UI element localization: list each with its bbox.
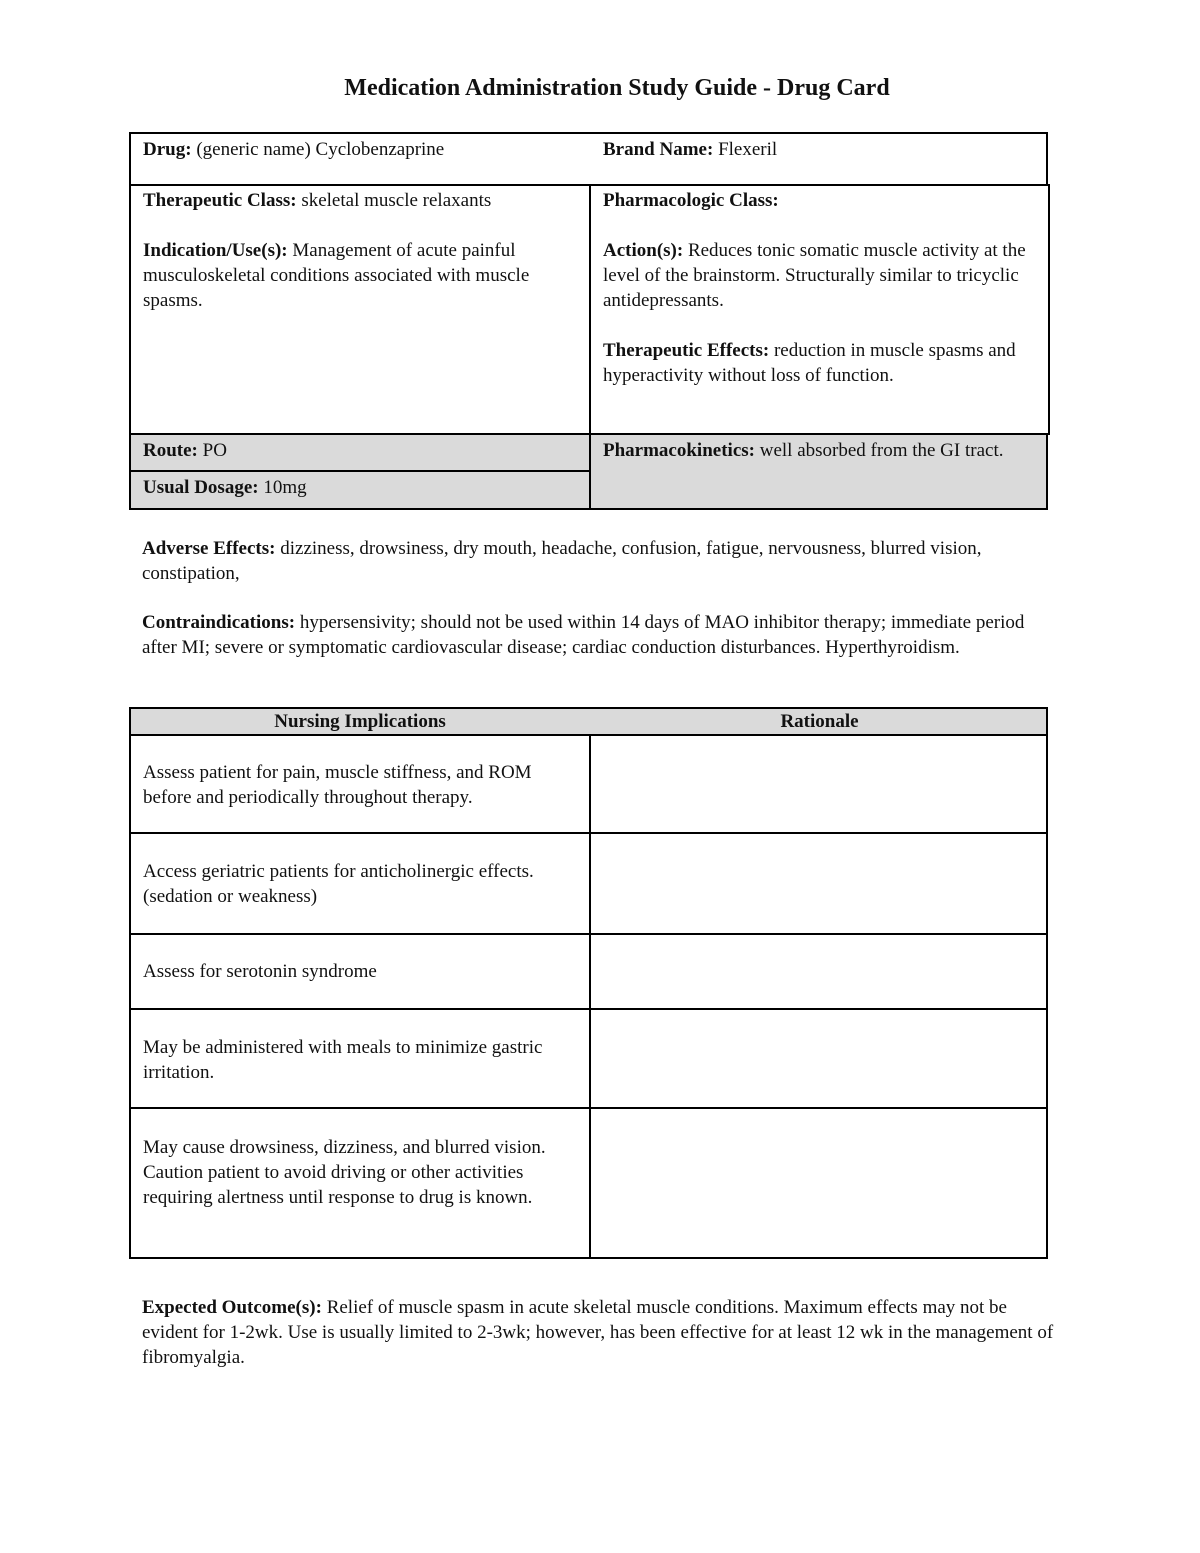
drug-field (131, 137, 591, 162)
pharmacologic-class-label: Pharmacologic Class: (603, 190, 779, 211)
drug-value: (generic name) Cyclobenzaprine (196, 139, 445, 160)
pharmacologic-class (603, 188, 1038, 213)
therapeutic-effects (603, 338, 1038, 388)
therapeutic-class-label: Therapeutic Class: (143, 190, 297, 211)
implication-cell: Assess patient for pain, muscle stiffness, and ROM before and periodically throughout therapy. (143, 762, 532, 808)
rationale-cell (591, 736, 1046, 832)
drug-name-box (129, 132, 1048, 186)
brand-label: Brand Name: (603, 139, 714, 160)
rationale-cell (591, 935, 1046, 1008)
therapeutic-effects-label: Therapeutic Effects: (603, 340, 770, 361)
pharmacokinetics-field (591, 438, 1046, 463)
header-rationale: Rationale (780, 711, 859, 732)
left-column (131, 188, 589, 313)
expected-outcomes-label: Expected Outcome(s): (142, 1297, 322, 1318)
dosage-label: Usual Dosage: (143, 477, 259, 498)
route-dosage-box (129, 433, 1048, 510)
dosage-field (131, 475, 589, 500)
page-title: Medication Administration Study Guide - Drug Card (344, 75, 890, 101)
adverse-effects (142, 536, 1062, 586)
table-row (131, 1010, 1046, 1109)
nursing-table (129, 707, 1048, 1259)
table-row (131, 736, 1046, 834)
action-value: Reduces tonic somatic muscle activity at the level of the brainstorm. Structurally similar to tricyclic antidepressants. (603, 240, 1026, 311)
pharmacokinetics-label: Pharmacokinetics: (603, 440, 755, 461)
brand-value: Flexeril (718, 139, 778, 160)
route-label: Route: (143, 440, 198, 461)
dosage-value: 10mg (263, 477, 307, 498)
implication-cell: Access geriatric patients for anticholinergic effects. (sedation or weakness) (143, 861, 534, 907)
therapeutic-effects-value: reduction in muscle spasms and hyperactivity without loss of function. (603, 340, 1016, 386)
table-row (131, 1109, 1046, 1257)
action (603, 238, 1038, 313)
table-row (131, 935, 1046, 1010)
adverse-effects-label: Adverse Effects: (142, 538, 276, 559)
rationale-cell (591, 834, 1046, 933)
expected-outcomes (142, 1295, 1057, 1370)
drug-label: Drug: (143, 139, 192, 160)
table-header (131, 709, 1046, 736)
table-row (131, 834, 1046, 935)
therapeutic-class (143, 188, 577, 213)
rationale-cell (591, 1010, 1046, 1107)
class-action-box (129, 184, 1050, 435)
brand-field (591, 137, 1046, 162)
indication (143, 238, 577, 313)
contraindications-value: hypersensivity; should not be used within 14 days of MAO inhibitor therapy; immediate period after MI; severe or symptomatic cardiovascular disease; cardiac conduction disturbances. Hyperthyroidism. (142, 612, 1025, 658)
contraindications (142, 610, 1062, 660)
contraindications-label: Contraindications: (142, 612, 296, 633)
rationale-cell (591, 1109, 1046, 1257)
route-field (131, 438, 589, 463)
action-label: Action(s): (603, 240, 684, 261)
header-nursing-implications: Nursing Implications (274, 711, 446, 732)
expected-outcomes-value: Relief of muscle spasm in acute skeletal muscle conditions. Maximum effects may not be evident for 1-2wk. Use is usually limited to 2-3wk; however, has been effective for at least 12 wk in the management of fibromyalgia. (142, 1297, 1054, 1368)
adverse-effects-value: dizziness, drowsiness, dry mouth, headache, confusion, fatigue, nervousness, blurred vision, constipation, (142, 538, 982, 584)
implication-cell: Assess for serotonin syndrome (143, 961, 377, 982)
route-value: PO (202, 440, 227, 461)
indication-value: Management of acute painful musculoskeletal conditions associated with muscle spasms. (143, 240, 530, 311)
right-column (591, 188, 1050, 388)
therapeutic-class-value: skeletal muscle relaxants (301, 190, 492, 211)
implication-cell: May cause drowsiness, dizziness, and blurred vision. Caution patient to avoid driving or other activities requiring alertness until response to drug is known. (143, 1137, 546, 1208)
pharmacokinetics-value: well absorbed from the GI tract. (759, 440, 1004, 461)
implication-cell: May be administered with meals to minimize gastric irritation. (143, 1037, 543, 1083)
indication-label: Indication/Use(s): (143, 240, 288, 261)
row-divider (131, 470, 589, 472)
